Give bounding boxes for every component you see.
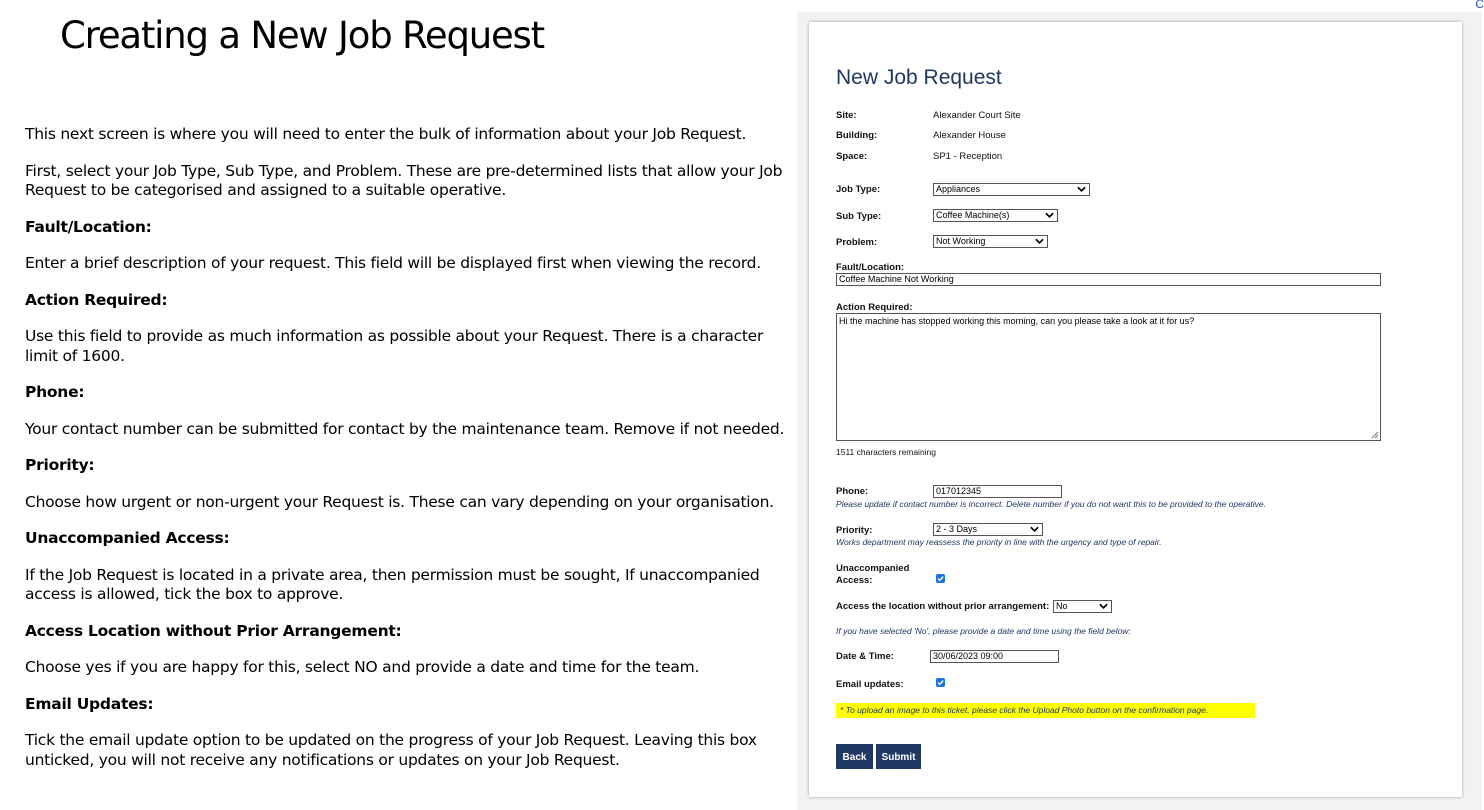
- form-title: New Job Request: [836, 66, 1002, 89]
- priority-label: Priority:: [836, 525, 873, 536]
- instructions: [25, 125, 785, 787]
- sub-type-select[interactable]: [933, 209, 1058, 222]
- section-text-priority: Choose how urgent or non-urgent your Request is. These can vary depending on your organisation.: [25, 492, 774, 511]
- chevron-down-icon: [1030, 526, 1039, 533]
- section-heading-action: Action Required:: [25, 290, 168, 309]
- email-updates-label: Email updates:: [836, 679, 904, 690]
- section-heading-fault: Fault/Location:: [25, 217, 152, 236]
- prior-arrangement-label: Access the location without prior arrangement:: [836, 601, 1050, 612]
- building-label: Building:: [836, 130, 878, 141]
- unaccompanied-checkbox[interactable]: [936, 574, 945, 583]
- date-time-input[interactable]: 30/06/2023 09:00: [930, 650, 1059, 663]
- date-time-label: Date & Time:: [836, 651, 894, 662]
- priority-hint: Works department may reassess the priority in line with the urgency and type of repair.: [836, 537, 1162, 547]
- problem-select[interactable]: [933, 235, 1048, 248]
- prior-arrangement-select[interactable]: [1053, 600, 1112, 613]
- problem-label: Problem:: [836, 237, 878, 248]
- job-type-label: Job Type:: [836, 184, 881, 195]
- section-heading-prior: Access Location without Prior Arrangement:: [25, 621, 402, 640]
- fault-label: Fault/Location:: [836, 262, 905, 273]
- job-request-form: [809, 22, 1462, 797]
- section-heading-email: Email Updates:: [25, 694, 154, 713]
- intro-text: This next screen is where you will need to enter the bulk of information about your Job Request.: [25, 125, 747, 143]
- action-textarea[interactable]: [836, 313, 1381, 441]
- chars-remaining: 1511 characters remaining: [836, 447, 937, 457]
- submit-button[interactable]: Submit: [876, 744, 921, 769]
- section-heading-unaccompanied: Unaccompanied Access:: [25, 529, 230, 547]
- priority-select[interactable]: [933, 523, 1043, 536]
- job-type-select[interactable]: [933, 183, 1090, 196]
- section-text-phone: Your contact number can be submitted for contact by the maintenance team. Remove if not needed.: [25, 419, 785, 438]
- phone-input[interactable]: 017012345: [933, 485, 1062, 498]
- space-value: SP1 - Reception: [933, 151, 1003, 162]
- chevron-down-icon: [1045, 212, 1054, 219]
- checkmark-icon: [936, 574, 945, 583]
- sub-type-label: Sub Type:: [836, 211, 882, 222]
- building-value: Alexander House: [933, 130, 1006, 141]
- chevron-down-icon: [1077, 186, 1086, 193]
- checkmark-icon: [936, 678, 945, 687]
- prior-arrangement-hint: If you have selected 'No', please provide a date and time using the field below:: [836, 626, 1131, 636]
- corner-mark: C: [1475, 0, 1484, 11]
- section-text-action: Use this field to provide as much information as possible about your Request. There is a character limit of 1600.: [25, 327, 764, 365]
- unaccompanied-label-line1: Unaccompanied: [836, 563, 910, 574]
- section-text-email: Tick the email update option to be updated on the progress of your Job Request. Leaving this box unticked, you will not receive any notifications or updates on your Job Request.: [25, 731, 757, 769]
- site-value: Alexander Court Site: [933, 110, 1021, 121]
- problem-value: Not Working: [936, 236, 986, 246]
- email-updates-checkbox[interactable]: [936, 678, 945, 687]
- slide-title: Creating a New Job Request: [60, 14, 544, 57]
- job-type-value: Appliances: [936, 184, 981, 194]
- prior-arrangement-value: No: [1056, 601, 1068, 611]
- back-button[interactable]: Back: [836, 744, 873, 769]
- upload-note: * To upload an image to this ticket, please click the Upload Photo button on the confirmation page.: [836, 703, 1255, 718]
- action-label: Action Required:: [836, 302, 913, 313]
- sub-type-value: Coffee Machine(s): [936, 210, 1010, 220]
- phone-hint: Please update if contact number is incorrect. Delete number if you do not want this to be provided to the operative.: [836, 499, 1266, 509]
- space-label: Space:: [836, 151, 868, 162]
- unaccompanied-label-line2: Access:: [836, 575, 873, 586]
- section-text-fault: Enter a brief description of your request. This field will be displayed first when viewing the record.: [25, 254, 761, 272]
- priority-value: 2 - 3 Days: [936, 524, 978, 534]
- section-text-prior: Choose yes if you are happy for this, select NO and provide a date and time for the team.: [25, 658, 700, 676]
- action-text: Hi the machine has stopped working this morning, can you please take a look at it for us?: [839, 316, 1195, 326]
- phone-label: Phone:: [836, 486, 869, 497]
- chevron-down-icon: [1035, 238, 1044, 245]
- section-text-unaccompanied: If the Job Request is located in a private area, then permission must be sought, If unaccompanied access is allowed, tick the box to approve.: [25, 565, 760, 603]
- first-text: First, select your Job Type, Sub Type, and Problem. These are pre-determined lists that allow your Job Request to be categorised and assigned to a suitable operative.: [25, 161, 783, 199]
- section-heading-phone: Phone:: [25, 383, 85, 401]
- fault-input[interactable]: Coffee Machine Not Working: [836, 273, 1381, 286]
- chevron-down-icon: [1099, 603, 1108, 610]
- resize-handle-icon[interactable]: [1371, 431, 1379, 439]
- site-label: Site:: [836, 110, 857, 121]
- section-heading-priority: Priority:: [25, 456, 95, 474]
